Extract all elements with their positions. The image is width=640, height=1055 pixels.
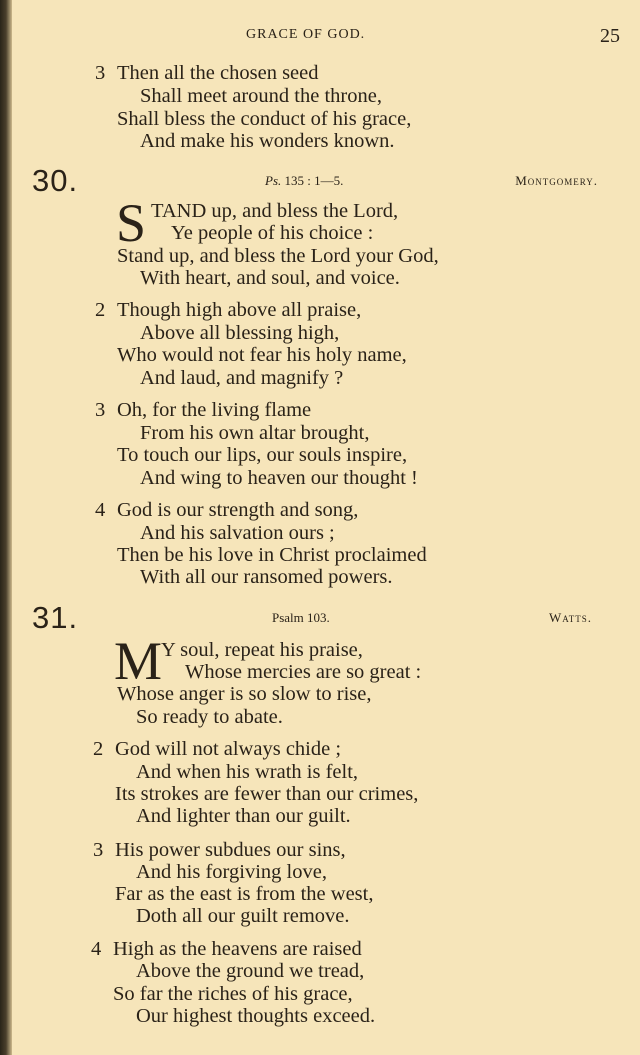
- stanza-number: 3: [93, 839, 104, 861]
- hymn-number: 30.: [32, 163, 79, 198]
- stanza-number: 4: [91, 938, 102, 960]
- stanza-line: Stand up, and bless the Lord your God,: [117, 245, 439, 267]
- stanza-line: And his forgiving love,: [136, 861, 327, 883]
- stanza-line: And make his wonders known.: [140, 130, 395, 152]
- stanza-number: 2: [93, 738, 104, 760]
- page-number: 25: [600, 25, 620, 47]
- stanza-number: 3: [95, 399, 106, 421]
- stanza-number: 2: [95, 299, 106, 321]
- running-head: [0, 27, 640, 47]
- stanza-line: TAND up, and bless the Lord,: [151, 200, 399, 222]
- running-title: GRACE OF GOD.: [246, 27, 366, 42]
- hymn-30-header: [0, 163, 640, 198]
- drop-cap: M: [114, 631, 163, 691]
- drop-cap: S: [116, 193, 147, 253]
- stanza-line: Far as the east is from the west,: [115, 883, 374, 905]
- stanza-line: With heart, and soul, and voice.: [140, 267, 400, 289]
- stanza-line: Our highest thoughts exceed.: [136, 1005, 376, 1027]
- stanza-line: Shall meet around the throne,: [140, 85, 382, 107]
- stanza-line: Then be his love in Christ proclaimed: [117, 544, 427, 566]
- stanza-number: 3: [95, 62, 106, 84]
- stanza-line: So far the riches of his grace,: [113, 983, 353, 1005]
- stanza-line: Above the ground we tread,: [136, 960, 365, 982]
- stanza-line: Its strokes are fewer than our crimes,: [115, 783, 419, 805]
- stanza-line: 4 God is our strength and song,: [95, 499, 359, 521]
- stanza-line: Whose anger is so slow to rise,: [117, 683, 372, 705]
- stanza-line: 2 God will not always chide ;: [93, 738, 342, 760]
- hymn-author: Montgomery.: [515, 173, 598, 188]
- stanza-line: 2 Though high above all praise,: [95, 299, 362, 321]
- stanza-line: So ready to abate.: [136, 706, 283, 728]
- hymn-source: Ps. 135 : 1—5.: [265, 173, 344, 188]
- stanza-number: 4: [95, 499, 106, 521]
- hymn-source: Psalm 103.: [272, 610, 330, 625]
- stanza-line: And laud, and magnify ?: [140, 367, 344, 389]
- stanza-line: Whose mercies are so great :: [185, 661, 422, 683]
- hymn-31-header: [0, 600, 640, 635]
- stanza-line: Ye people of his choice :: [171, 222, 374, 244]
- stanza-line: Above all blessing high,: [140, 322, 340, 344]
- stanza-line: And when his wrath is felt,: [136, 761, 359, 783]
- hymn-author: Watts.: [548, 610, 592, 625]
- stanza-line: From his own altar brought,: [140, 422, 370, 444]
- stanza-line: Shall bless the conduct of his grace,: [117, 108, 412, 130]
- stanza-line: Y soul, repeat his praise,: [161, 639, 363, 661]
- hymn-number: 31.: [32, 600, 79, 635]
- stanza-line: And wing to heaven our thought !: [140, 467, 418, 489]
- stanza-line: 4 High as the heavens are raised: [91, 938, 362, 960]
- stanza-line: 3 Oh, for the living flame: [95, 399, 312, 421]
- stanza-line: To touch our lips, our souls inspire,: [117, 444, 408, 466]
- stanza-line: Who would not fear his holy name,: [117, 344, 407, 366]
- stanza-line: With all our ransomed powers.: [140, 566, 393, 588]
- stanza-line: 3 Then all the chosen seed: [95, 62, 319, 84]
- stanza-line: And his salvation ours ;: [140, 522, 335, 544]
- stanza-line: And lighter than our guilt.: [136, 805, 351, 827]
- stanza-line: Doth all our guilt remove.: [136, 905, 350, 927]
- stanza-line: 3 His power subdues our sins,: [93, 839, 346, 861]
